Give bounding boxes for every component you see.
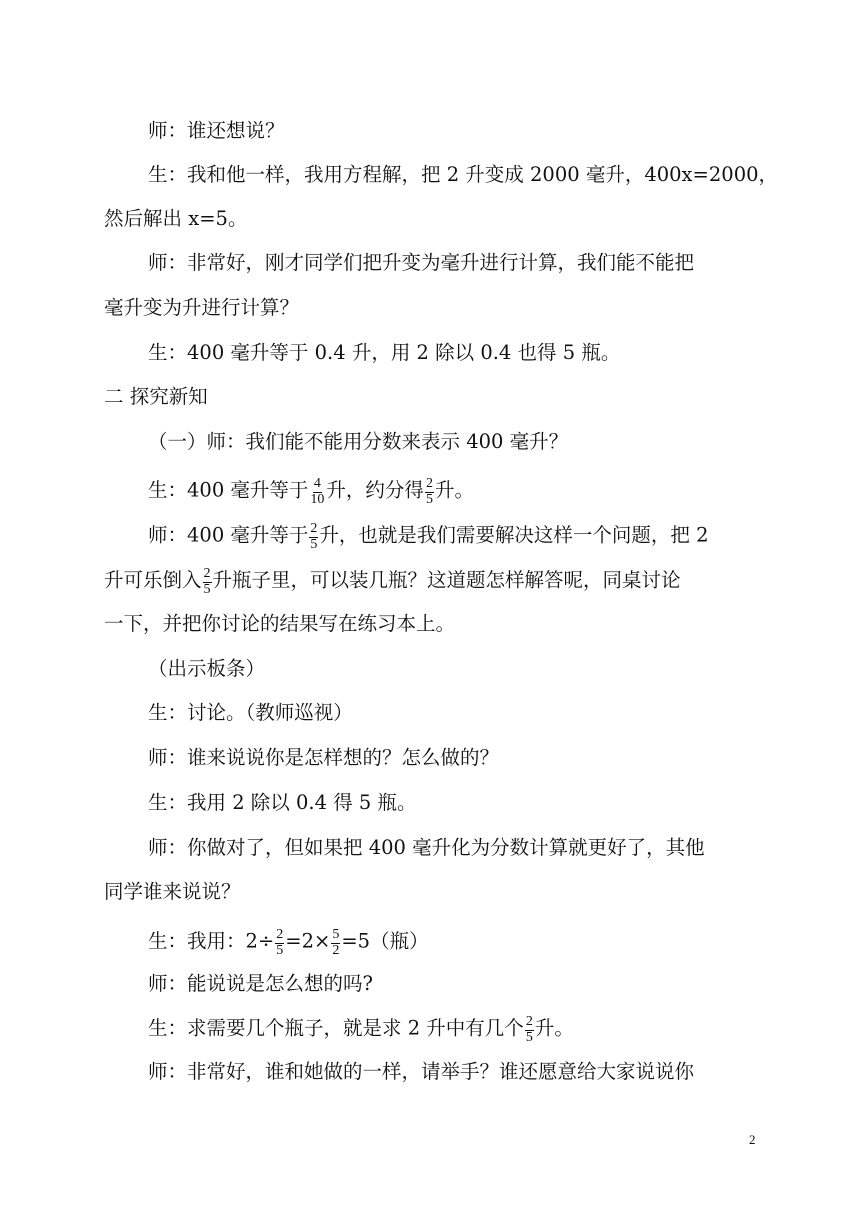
text-segment: 升，约分得 — [326, 478, 424, 502]
dialogue-line: 生：讨论。（教师巡视） — [148, 701, 353, 724]
text-segment: 升，也就是我们需要解决这样一个问题，把 2 — [319, 523, 709, 547]
dialogue-line: 师：能说说是怎么想的吗? — [148, 972, 373, 995]
dialogue-line: 然后解出 x=5。 — [104, 207, 248, 230]
dialogue-line: 师：非常好，刚才同学们把升变为毫升进行计算，我们能不能把 — [148, 251, 695, 274]
text-segment: 升瓶子里，可以装几瓶？这道题怎样解答呢，同桌讨论 — [212, 568, 681, 592]
dialogue-line: （一）师：我们能不能用分数来表示 400 毫升？ — [148, 430, 569, 453]
fraction-denominator: 5 — [276, 942, 284, 958]
fraction-denominator: 2 — [332, 942, 340, 958]
fraction — [331, 928, 340, 958]
fraction-denominator: 5 — [310, 536, 318, 552]
fraction — [425, 477, 434, 507]
fraction-numerator: 2 — [203, 566, 211, 581]
fraction — [309, 477, 325, 507]
dialogue-line-with-fraction — [148, 927, 429, 957]
text-segment: 生：求需要几个瓶子，就是求 2 升中有几个 — [148, 1016, 524, 1040]
dialogue-line: 生：我和他一样，我用方程解，把 2 升变成 2000 毫升，400x=2000， — [148, 163, 779, 186]
fraction-numerator: 4 — [313, 476, 321, 491]
dialogue-line: 生：我用 2 除以 0.4 得 5 瓶。 — [148, 791, 417, 814]
dialogue-line-with-fraction — [104, 566, 681, 596]
text-segment: 生：400 毫升等于 — [148, 478, 309, 502]
dialogue-line: 师：谁来说说你是怎样想的？怎么做的？ — [148, 746, 500, 769]
dialogue-line: 生：400 毫升等于 0.4 升，用 2 除以 0.4 也得 5 瓶。 — [148, 341, 621, 364]
fraction-denominator: 5 — [525, 1029, 533, 1045]
fraction-numerator: 2 — [525, 1014, 533, 1029]
fraction — [275, 928, 284, 958]
dialogue-line: 毫升变为升进行计算？ — [104, 296, 300, 319]
fraction-numerator: 2 — [310, 521, 318, 536]
text-segment: 升。 — [434, 478, 474, 502]
dialogue-line: 师：谁还想说？ — [148, 119, 285, 142]
dialogue-line: 一下，并把你讨论的结果写在练习本上。 — [104, 612, 456, 635]
page-number: 2 — [749, 1132, 756, 1147]
dialogue-line-with-fraction — [148, 1014, 574, 1044]
text-segment: 生：我用：2÷ — [148, 929, 275, 953]
fraction-denominator: 5 — [203, 581, 211, 597]
text-segment: =5（瓶） — [341, 929, 429, 953]
fraction-denominator: 10 — [310, 491, 325, 507]
text-segment: 升可乐倒入 — [104, 568, 202, 592]
fraction — [309, 522, 318, 552]
fraction — [525, 1015, 534, 1045]
stage-direction: （出示板条） — [148, 657, 266, 680]
section-heading: 二 探究新知 — [104, 385, 208, 408]
text-segment: 升。 — [534, 1016, 574, 1040]
dialogue-line: 师：非常好，谁和她做的一样，请举手？谁还愿意给大家说说你 — [148, 1060, 695, 1083]
dialogue-line: 师：你做对了，但如果把 400 毫升化为分数计算就更好了，其他 — [148, 836, 705, 859]
fraction-numerator: 5 — [332, 927, 340, 942]
text-segment: =2× — [285, 929, 331, 953]
fraction-numerator: 2 — [276, 927, 284, 942]
dialogue-line-with-fraction — [148, 521, 709, 551]
fraction-denominator: 5 — [425, 491, 433, 507]
dialogue-line-with-fraction — [148, 476, 474, 506]
dialogue-line: 同学谁来说说？ — [104, 880, 241, 903]
fraction-numerator: 2 — [425, 476, 433, 491]
fraction — [203, 567, 212, 597]
text-segment: 师：400 毫升等于 — [148, 523, 309, 547]
